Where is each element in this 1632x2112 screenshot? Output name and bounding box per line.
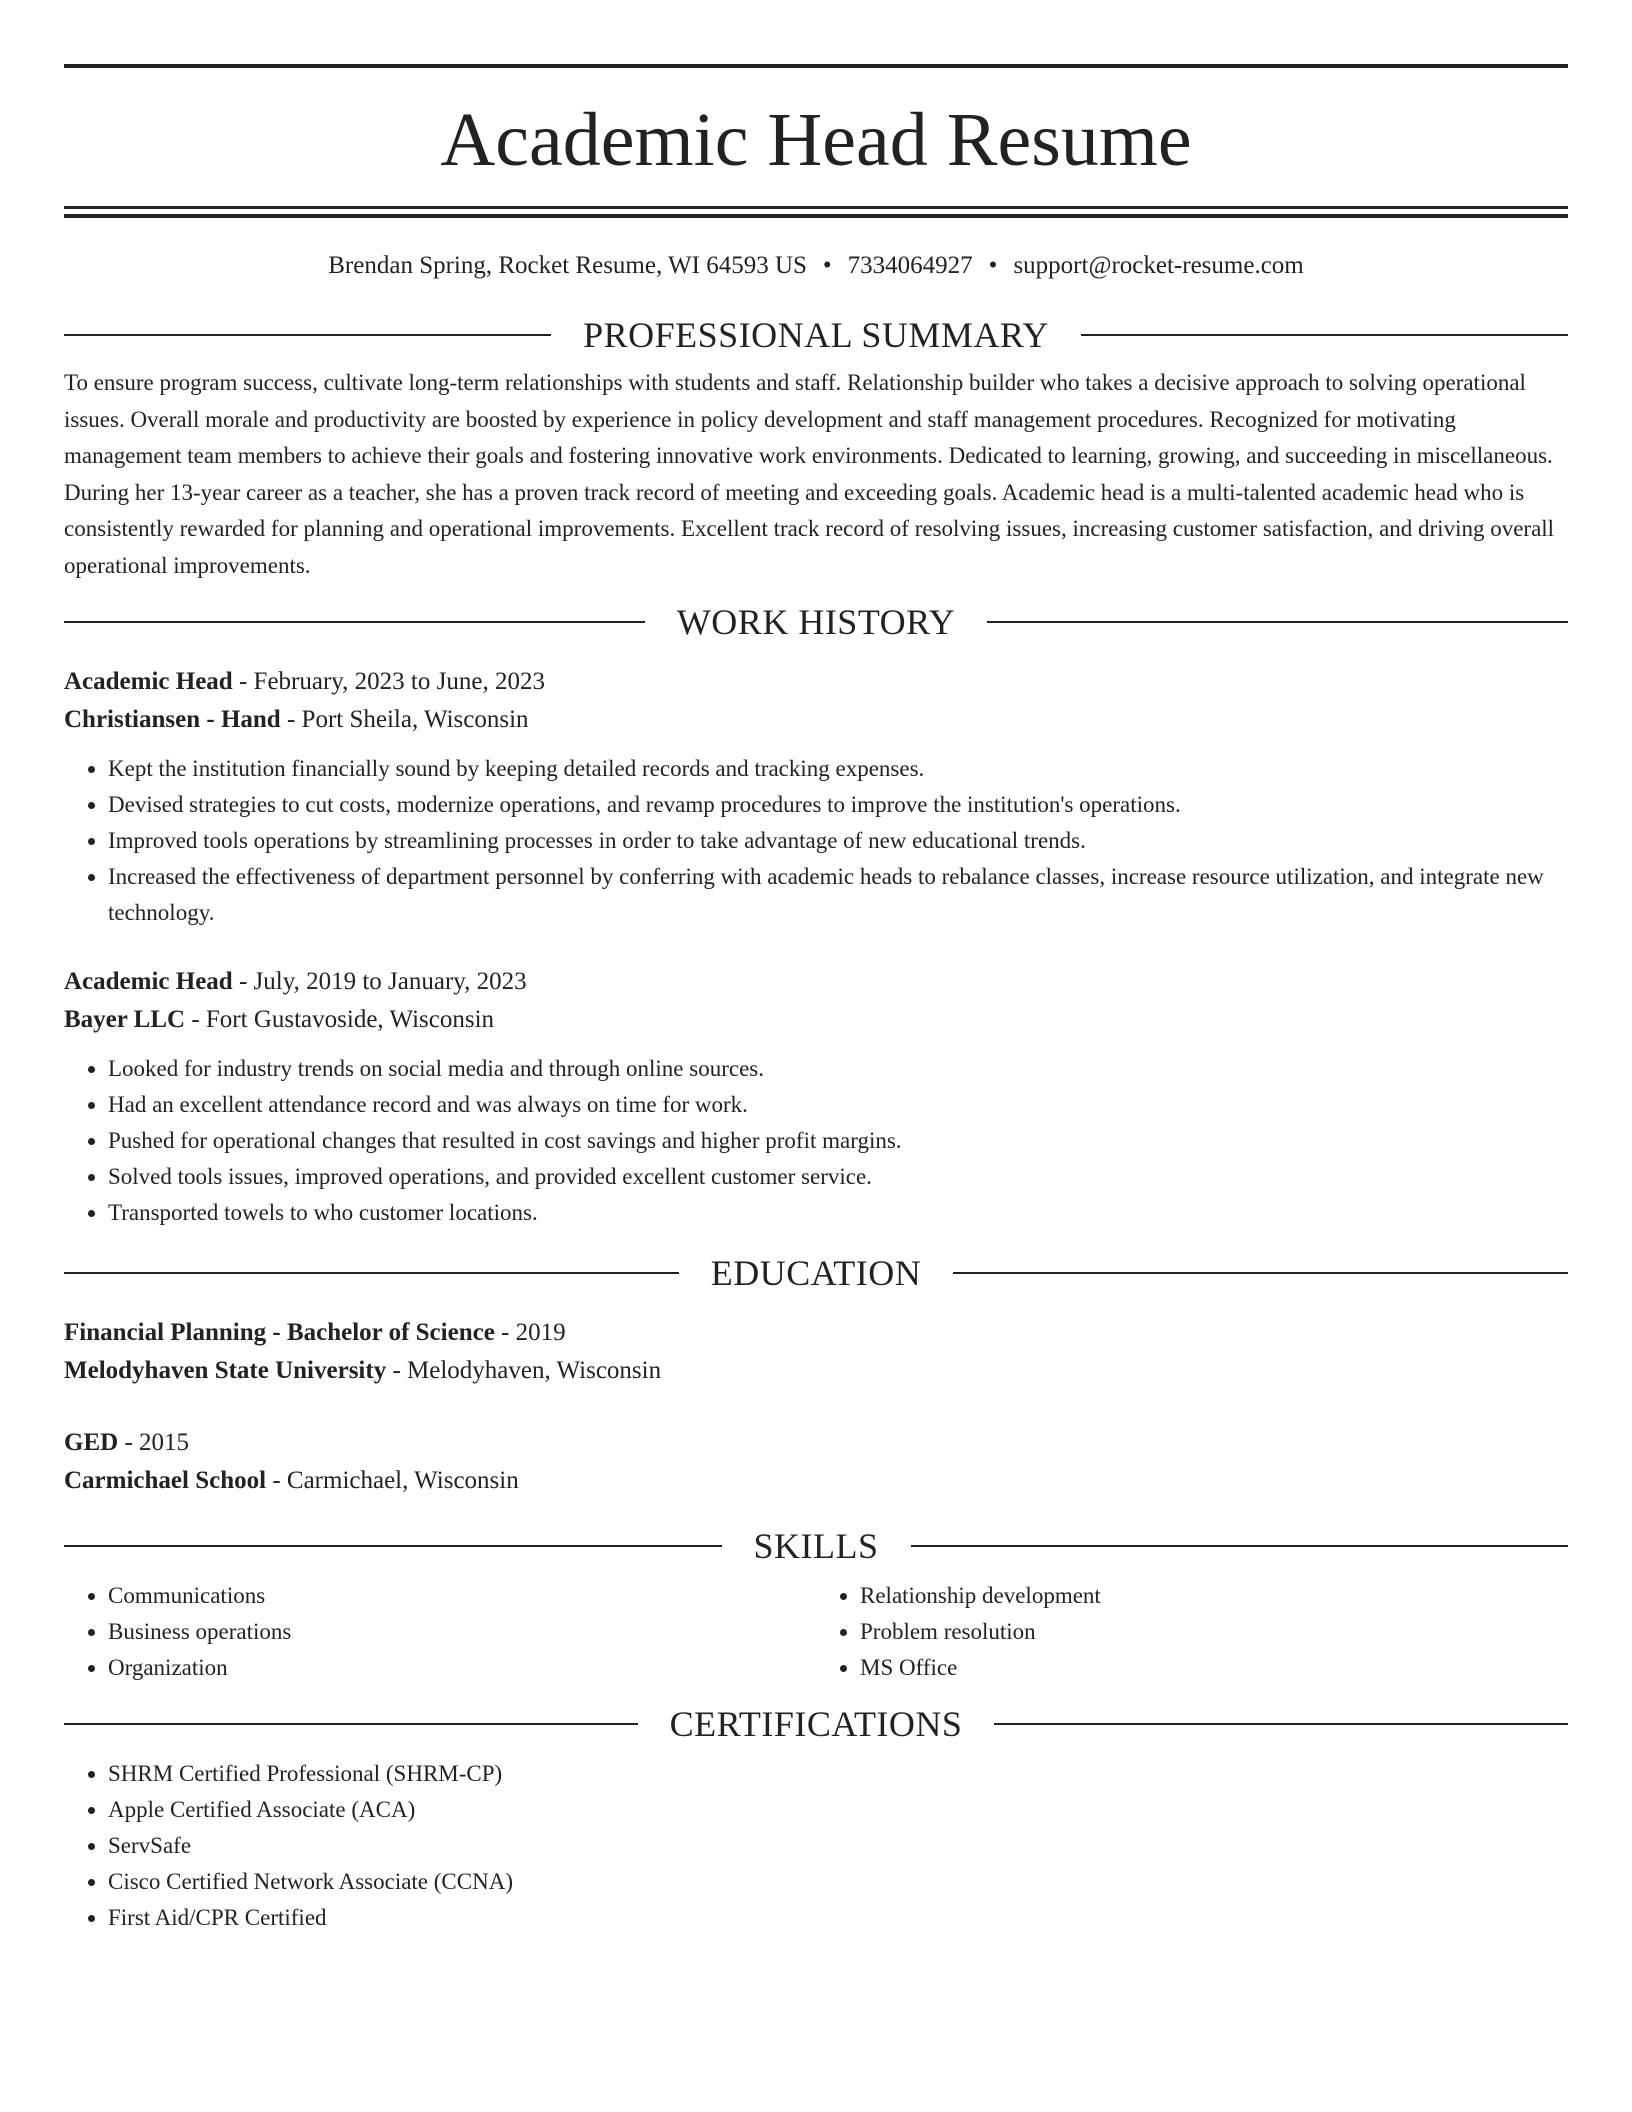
list-item: • Cisco Certified Network Associate (CCNA) xyxy=(108,1864,1568,1900)
certifications-heading-label: CERTIFICATIONS xyxy=(669,1704,963,1744)
skills-list-left xyxy=(64,1578,816,1686)
work-company: Christiansen - Hand xyxy=(64,706,281,733)
work-entry xyxy=(64,963,1568,1231)
list-item: • Had an excellent attendance record and was always on time for work. xyxy=(108,1087,1568,1123)
education-school: Melodyhaven State University xyxy=(64,1357,387,1384)
list-item: • Communications xyxy=(108,1578,816,1614)
work-role-line: Academic Head - July, 2019 to January, 2023 xyxy=(64,968,527,995)
education-degree-line: Financial Planning - Bachelor of Science - 2019 xyxy=(64,1319,566,1346)
list-item: • Transported towels to who customer locations. xyxy=(108,1195,1568,1231)
resume-page xyxy=(64,64,1568,1936)
summary-section-heading xyxy=(64,315,1568,355)
heading-rule-left xyxy=(64,1272,679,1274)
education-degree: Financial Planning - Bachelor of Science xyxy=(64,1319,495,1346)
work-role: Academic Head xyxy=(64,968,233,995)
list-item: • Solved tools issues, improved operations, and provided excellent customer service. xyxy=(108,1159,1568,1195)
work-company: Bayer LLC xyxy=(64,1006,186,1033)
education-heading-label: EDUCATION xyxy=(710,1253,922,1293)
list-item: • MS Office xyxy=(860,1650,1568,1686)
work-company-line: Christiansen - Hand - Port Sheila, Wisconsin xyxy=(64,706,529,733)
summary-text: To ensure program success, cultivate long-term relationships with students and staff. Relationship builder who takes a decisive approach to solving operational issues. Overall morale and productivity are boosted by experience in policy development and staff management procedures. Recognized for motivating management team members to achieve their goals and fostering innovative work environments. Dedicated to learning, growing, and succeeding in miscellaneous. During her 13-year career as a teacher, she has a proven track record of meeting and exceeding goals. Academic head is a multi-talented academic head who is consistently rewarded for planning and operational improvements. Excellent track record of resolving issues, increasing customer satisfaction, and driving overall operational improvements. xyxy=(64,370,1555,578)
education-year: 2019 xyxy=(515,1319,566,1346)
contact-email: support@rocket-resume.com xyxy=(1013,252,1304,279)
work-dates: February, 2023 to June, 2023 xyxy=(253,668,545,695)
education-degree-line: GED - 2015 xyxy=(64,1429,190,1456)
heading-rule-right xyxy=(994,1723,1568,1725)
work-entry xyxy=(64,663,1568,931)
heading-rule-left xyxy=(64,1545,722,1547)
list-item: • Kept the institution financially sound by keeping detailed records and tracking expenses. xyxy=(108,751,1568,787)
contact-phone: 7334064927 xyxy=(847,252,973,279)
top-rule xyxy=(64,64,1568,68)
work-role-line: Academic Head - February, 2023 to June, 2023 xyxy=(64,668,545,695)
skills-heading-label: SKILLS xyxy=(753,1526,879,1566)
heading-rule-right xyxy=(1081,334,1568,336)
work-location: Port Sheila, Wisconsin xyxy=(301,706,529,733)
work-company-line: Bayer LLC - Fort Gustavoside, Wisconsin xyxy=(64,1006,495,1033)
heading-rule-right xyxy=(911,1545,1569,1547)
list-item: • Increased the effectiveness of department personnel by conferring with academic heads to rebalance classes, increase resource utilization, and integrate new technology. xyxy=(108,859,1568,931)
education-entry xyxy=(64,1314,1568,1390)
heading-rule-left xyxy=(64,1723,638,1725)
certifications-list xyxy=(64,1756,1568,1936)
education-location: Melodyhaven, Wisconsin xyxy=(407,1357,662,1384)
list-item: • Looked for industry trends on social media and through online sources. xyxy=(108,1051,1568,1087)
education-school-line: Carmichael School - Carmichael, Wisconsin xyxy=(64,1467,519,1494)
list-item: • Apple Certified Associate (ACA) xyxy=(108,1792,1568,1828)
work-section-heading xyxy=(64,602,1568,642)
skills-columns xyxy=(64,1578,1568,1686)
contact-address: Brendan Spring, Rocket Resume, WI 64593 US xyxy=(328,252,807,279)
contact-line xyxy=(64,251,1568,281)
contact-separator: • xyxy=(822,252,832,279)
education-location: Carmichael, Wisconsin xyxy=(286,1467,519,1494)
summary-heading-label: PROFESSIONAL SUMMARY xyxy=(583,315,1049,355)
skills-section-heading xyxy=(64,1526,1568,1566)
education-degree: GED xyxy=(64,1429,119,1456)
work-bullets xyxy=(64,751,1568,931)
heading-rule-left xyxy=(64,334,551,336)
list-item: • Relationship development xyxy=(860,1578,1568,1614)
education-section-heading xyxy=(64,1253,1568,1293)
title-double-rule xyxy=(64,206,1568,218)
certifications-section-heading xyxy=(64,1704,1568,1744)
work-role: Academic Head xyxy=(64,668,233,695)
work-dates: July, 2019 to January, 2023 xyxy=(253,968,527,995)
list-item: • SHRM Certified Professional (SHRM-CP) xyxy=(108,1756,1568,1792)
list-item: • Problem resolution xyxy=(860,1614,1568,1650)
list-item: • Devised strategies to cut costs, modernize operations, and revamp procedures to improve the institution's operations. xyxy=(108,787,1568,823)
list-item: • ServSafe xyxy=(108,1828,1568,1864)
list-item: • Business operations xyxy=(108,1614,816,1650)
education-year: 2015 xyxy=(139,1429,190,1456)
list-item: • Improved tools operations by streamlining processes in order to take advantage of new educational trends. xyxy=(108,823,1568,859)
page-title: Academic Head Resume xyxy=(440,98,1192,182)
heading-rule-right xyxy=(987,621,1568,623)
list-item: • Pushed for operational changes that resulted in cost savings and higher profit margins. xyxy=(108,1123,1568,1159)
heading-rule-right xyxy=(953,1272,1568,1274)
list-item: • Organization xyxy=(108,1650,816,1686)
skills-list-right xyxy=(816,1578,1568,1686)
heading-rule-left xyxy=(64,621,645,623)
education-school-line: Melodyhaven State University - Melodyhaven, Wisconsin xyxy=(64,1357,662,1384)
work-heading-label: WORK HISTORY xyxy=(676,602,956,642)
education-entry xyxy=(64,1424,1568,1500)
work-bullets xyxy=(64,1051,1568,1231)
list-item: • First Aid/CPR Certified xyxy=(108,1900,1568,1936)
education-school: Carmichael School xyxy=(64,1467,267,1494)
contact-separator: • xyxy=(988,252,998,279)
work-location: Fort Gustavoside, Wisconsin xyxy=(205,1006,495,1033)
